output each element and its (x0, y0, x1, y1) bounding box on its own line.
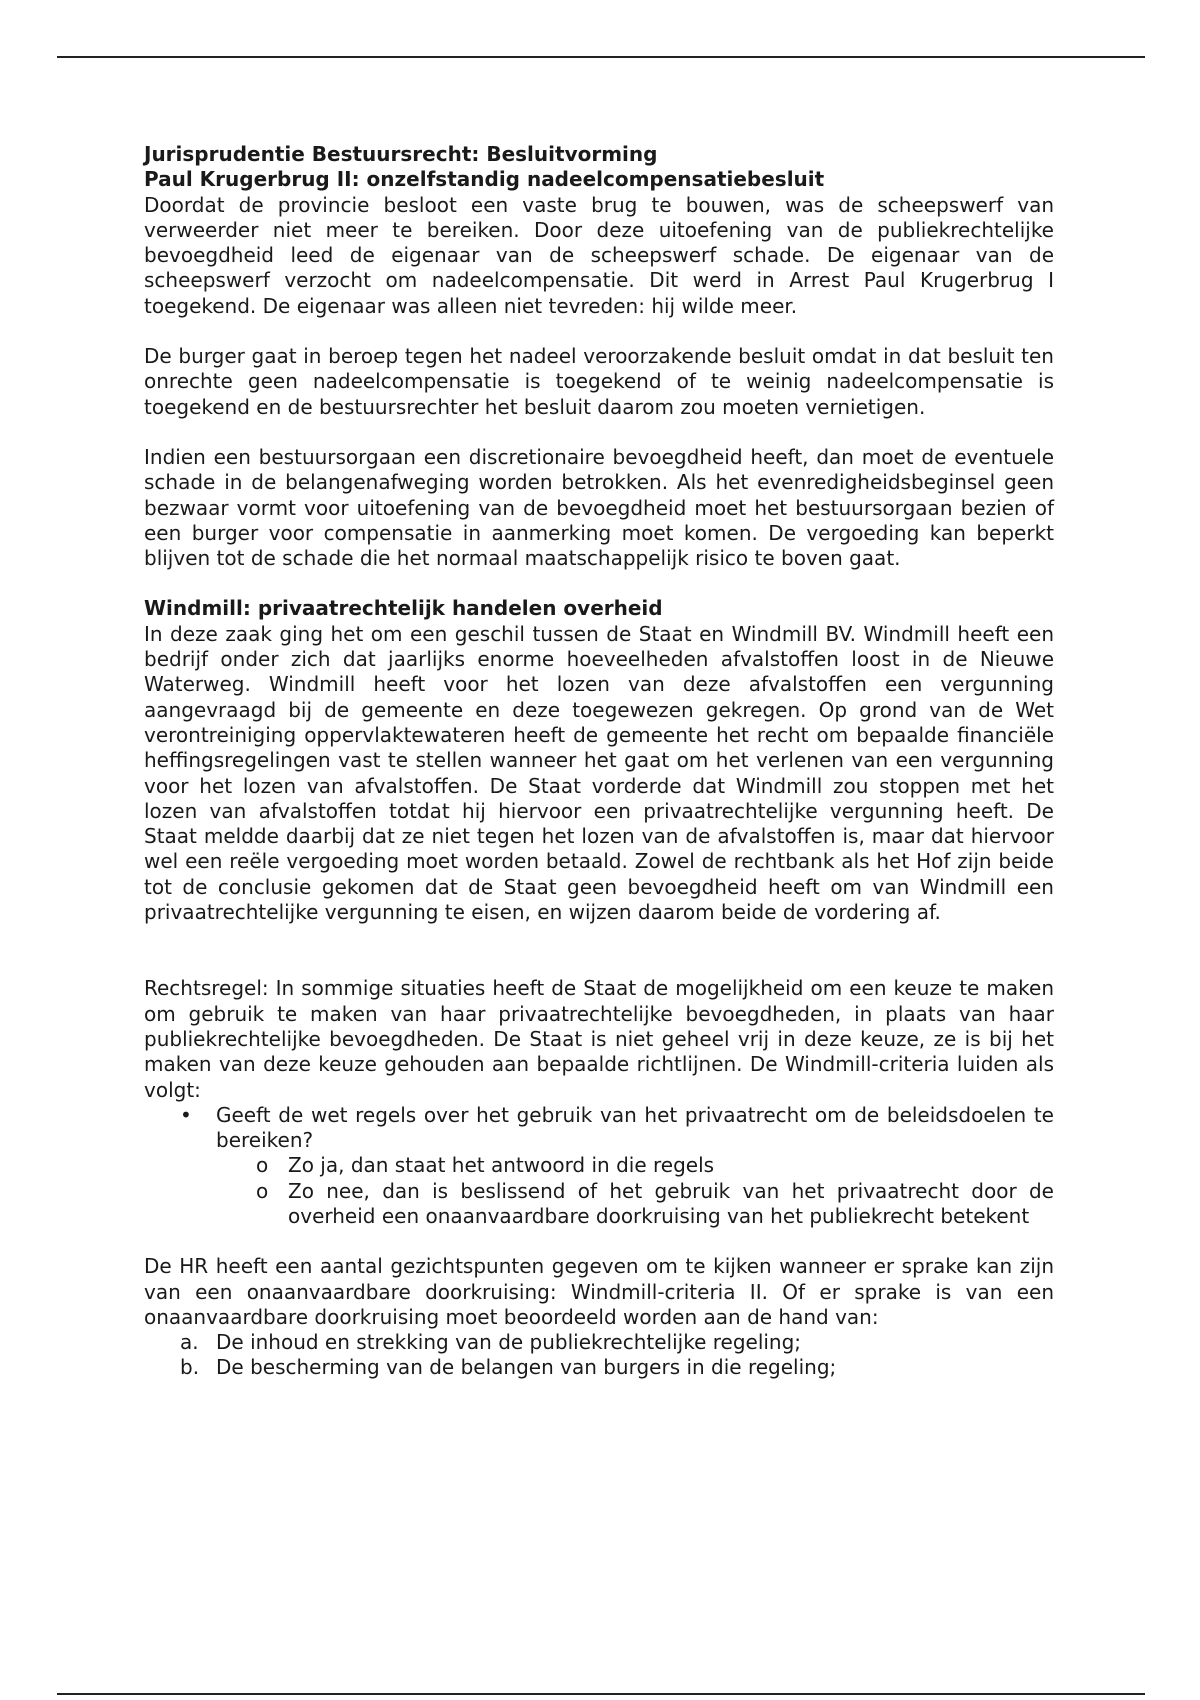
paragraph: Doordat de provincie besloot een vaste brug te bouwen, was de scheepswerf van verweerder niet meer te bereiken. Door deze uitoefening van de publiekrechtelijke bevoegdheid leed de eigenaar van de scheepswerf schade. De eigenaar van de scheepswerf verzocht om nadeelcompensatie. Dit werd in Arrest Paul Krugerbrug I toegekend. De eigenaar was alleen niet tevreden: hij wilde meer. (144, 192, 1054, 318)
sub-list (216, 1153, 1054, 1229)
list-item (144, 1330, 1054, 1355)
list-item-text: De bescherming van de belangen van burgers in die regeling; (216, 1355, 837, 1380)
criteria-ii-list (144, 1330, 1054, 1381)
list-marker: a. (180, 1330, 199, 1355)
footer-rule (57, 1693, 1145, 1695)
header-rule (57, 56, 1145, 58)
paragraph: Rechtsregel: In sommige situaties heeft de Staat de mogelijkheid om een keuze te maken om gebruik te maken van haar privaatrechtelijke bevoegdheden, in plaats van haar publiekrechtelijke bevoegdheden. De Staat is niet geheel vrij in deze keuze, ze is bij het maken van deze keuze gehouden aan bepaalde richtlijnen. De Windmill-criteria luiden als volgt: (144, 976, 1054, 1102)
sub-list-item-text: Zo nee, dan is beslissend of het gebruik van het privaatrecht door de overheid een onaanvaardbare doorkruising van het publiekrecht betekent (288, 1178, 1054, 1228)
list-marker: b. (180, 1355, 200, 1380)
sub-list-item-text: Zo ja, dan staat het antwoord in die regels (288, 1153, 715, 1178)
sub-list-item (216, 1153, 1054, 1178)
list-item-text: Geeft de wet regels over het gebruik van het privaatrecht om de beleidsdoelen te bereiken? (216, 1102, 1054, 1153)
paragraph: De burger gaat in beroep tegen het nadeel veroorzakende besluit omdat in dat besluit ten onrechte geen nadeelcompensatie is toegekend of te weinig nadeelcompensatie is toegekend en de bestuursrechter het besluit daarom zou moeten vernietigen. (144, 344, 1054, 419)
list-item-text: De inhoud en strekking van de publiekrechtelijke regeling; (216, 1330, 802, 1355)
sub-bullet-marker: o (256, 1178, 269, 1203)
document-title: Jurisprudentie Bestuursrecht: Besluitvorming (144, 142, 658, 166)
list-item (144, 1103, 1054, 1229)
paragraph: Indien een bestuursorgaan een discretionaire bevoegdheid heeft, dan moet de eventuele schade in de belangenafweging worden betrokken. Als het evenredigheidsbeginsel geen bezwaar vormt voor uitoefening van de bevoegdheid moet het bestuursorgaan bezien of een burger voor compensatie in aanmerking moet komen. De vergoeding kan beperkt blijven tot de schade die het normaal maatschappelijk risico te boven gaat. (144, 444, 1054, 571)
section-heading-windmill: Windmill: privaatrechtelijk handelen overheid (144, 596, 663, 621)
paragraph: De HR heeft een aantal gezichtspunten gegeven om te kijken wanneer er sprake kan zijn van een onaanvaardbare doorkruising: Windmill-criteria II. Of er sprake is van een onaanvaardbare doorkruising moet beoordeeld worden aan de hand van: (144, 1254, 1054, 1329)
section-heading-paul-krugerbrug: Paul Krugerbrug II: onzelfstandig nadeelcompensatiebesluit (144, 167, 825, 192)
criteria-list (144, 1103, 1054, 1229)
list-item (144, 1355, 1054, 1380)
paragraph: In deze zaak ging het om een geschil tussen de Staat en Windmill BV. Windmill heeft een bedrijf onder zich dat jaarlijks enorme hoeveelheden afvalstoffen loost in de Nieuwe Waterweg. Windmill heeft voor het lozen van deze afvalstoffen een vergunning aangevraagd bij de gemeente en deze toegewezen gekregen. Op grond van de Wet verontreiniging oppervlaktewateren heeft de gemeente het recht om bepaalde financiële heffingsregelingen vast te stellen wanneer het gaat om het verlenen van een vergunning voor het lozen van afvalstoffen. De Staat vorderde dat Windmill zou stoppen met het lozen van afvalstoffen totdat hij hiervoor een privaatrechtelijke vergunning heeft. De Staat meldde daarbij dat ze niet tegen het lozen van de afvalstoffen is, maar dat hiervoor wel een reële vergoeding moet worden betaald. Zowel de rechtbank als het Hof zijn beide tot de conclusie gekomen dat de Staat geen bevoegdheid heeft om van Windmill een privaatrechtelijke vergunning te eisen, en wijzen daarom beide de vordering af. (144, 621, 1054, 925)
bullet-marker: • (180, 1102, 192, 1127)
sub-bullet-marker: o (256, 1153, 269, 1178)
document-body (144, 142, 1054, 1381)
sub-list-item (216, 1179, 1054, 1230)
